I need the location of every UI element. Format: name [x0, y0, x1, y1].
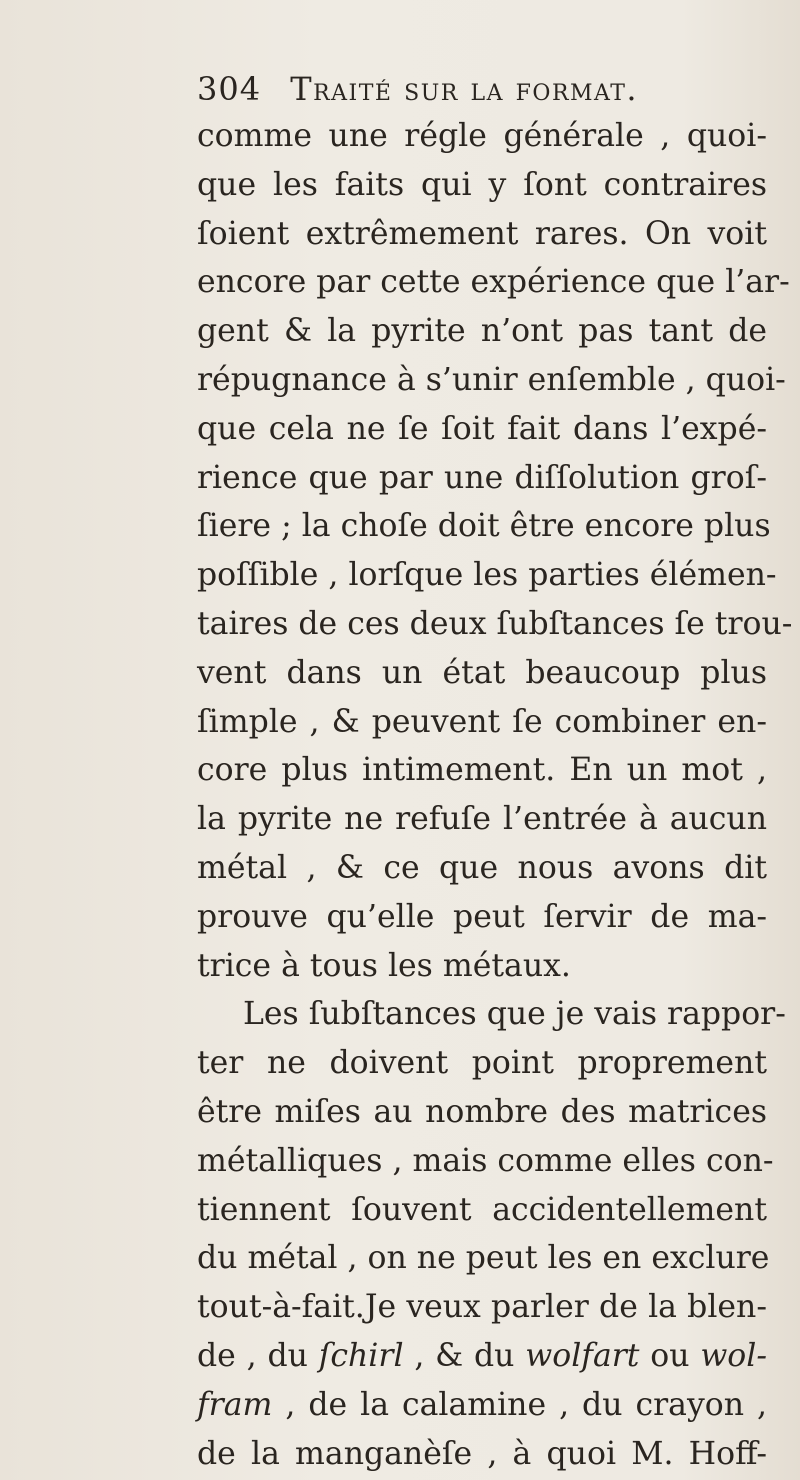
- running-title: Traité sur la format.: [290, 70, 639, 108]
- text-line: ſoient extrêmement rares. On voit: [197, 215, 767, 252]
- page-number: 304: [197, 70, 262, 108]
- text-line: tout-à-fait.Je veux parler de la blen-: [197, 1289, 767, 1326]
- paragraph-2: [197, 990, 786, 1478]
- running-header: [197, 70, 757, 114]
- text-line: encore par cette expérience que l’ar-: [197, 264, 790, 301]
- text-line: que cela ne ſe ſoit fait dans l’expé-: [197, 410, 767, 447]
- text-line: rience que par une diſſolution groſ-: [197, 459, 767, 496]
- text-line: être miſes au nombre des matrices: [197, 1093, 767, 1130]
- text-line: prouve qu’elle peut ſervir de ma-: [197, 898, 767, 935]
- text-line: taires de ces deux ſubſtances ſe trou-: [197, 605, 793, 642]
- text-line: répugnance à s’unir enſemble , quoi-: [197, 361, 786, 398]
- text-line: core plus intimement. En un mot ,: [197, 752, 767, 789]
- paragraph-1: [197, 112, 793, 990]
- text-line: de la manganèſe , à quoi M. Hoff-: [197, 1435, 767, 1472]
- text-line: tiennent ſouvent accidentellement: [197, 1191, 767, 1228]
- text-line: gent & la pyrite n’ont pas tant de: [197, 313, 767, 350]
- text-line: la pyrite ne refuſe l’entrée à aucun: [197, 801, 767, 838]
- text-line: fram , de la calamine , du crayon ,: [197, 1386, 767, 1423]
- text-line: poſſible , lorſque les parties élémen-: [197, 557, 777, 594]
- text-line: du métal , on ne peut les en exclure: [197, 1240, 770, 1277]
- text-line: que les faits qui y ſont contraires: [197, 166, 767, 203]
- body-text: [197, 112, 793, 1478]
- text-line: ſiere ; la choſe doit être encore plus: [197, 508, 771, 545]
- text-line: de , du ſchirl , & du wolfart ou wol-: [197, 1337, 767, 1374]
- text-line: métalliques , mais comme elles con-: [197, 1142, 774, 1179]
- text-line: ſimple , & peuvent ſe combiner en-: [197, 703, 767, 740]
- text-line: trice à tous les métaux.: [197, 947, 571, 984]
- text-line: vent dans un état beaucoup plus: [197, 654, 767, 691]
- text-line: ter ne doivent point proprement: [197, 1045, 767, 1082]
- text-line: comme une régle générale , quoi-: [197, 118, 767, 154]
- text-line: Les ſubſtances que je vais rappor-: [243, 996, 786, 1033]
- text-line: métal , & ce que nous avons dit: [197, 849, 767, 886]
